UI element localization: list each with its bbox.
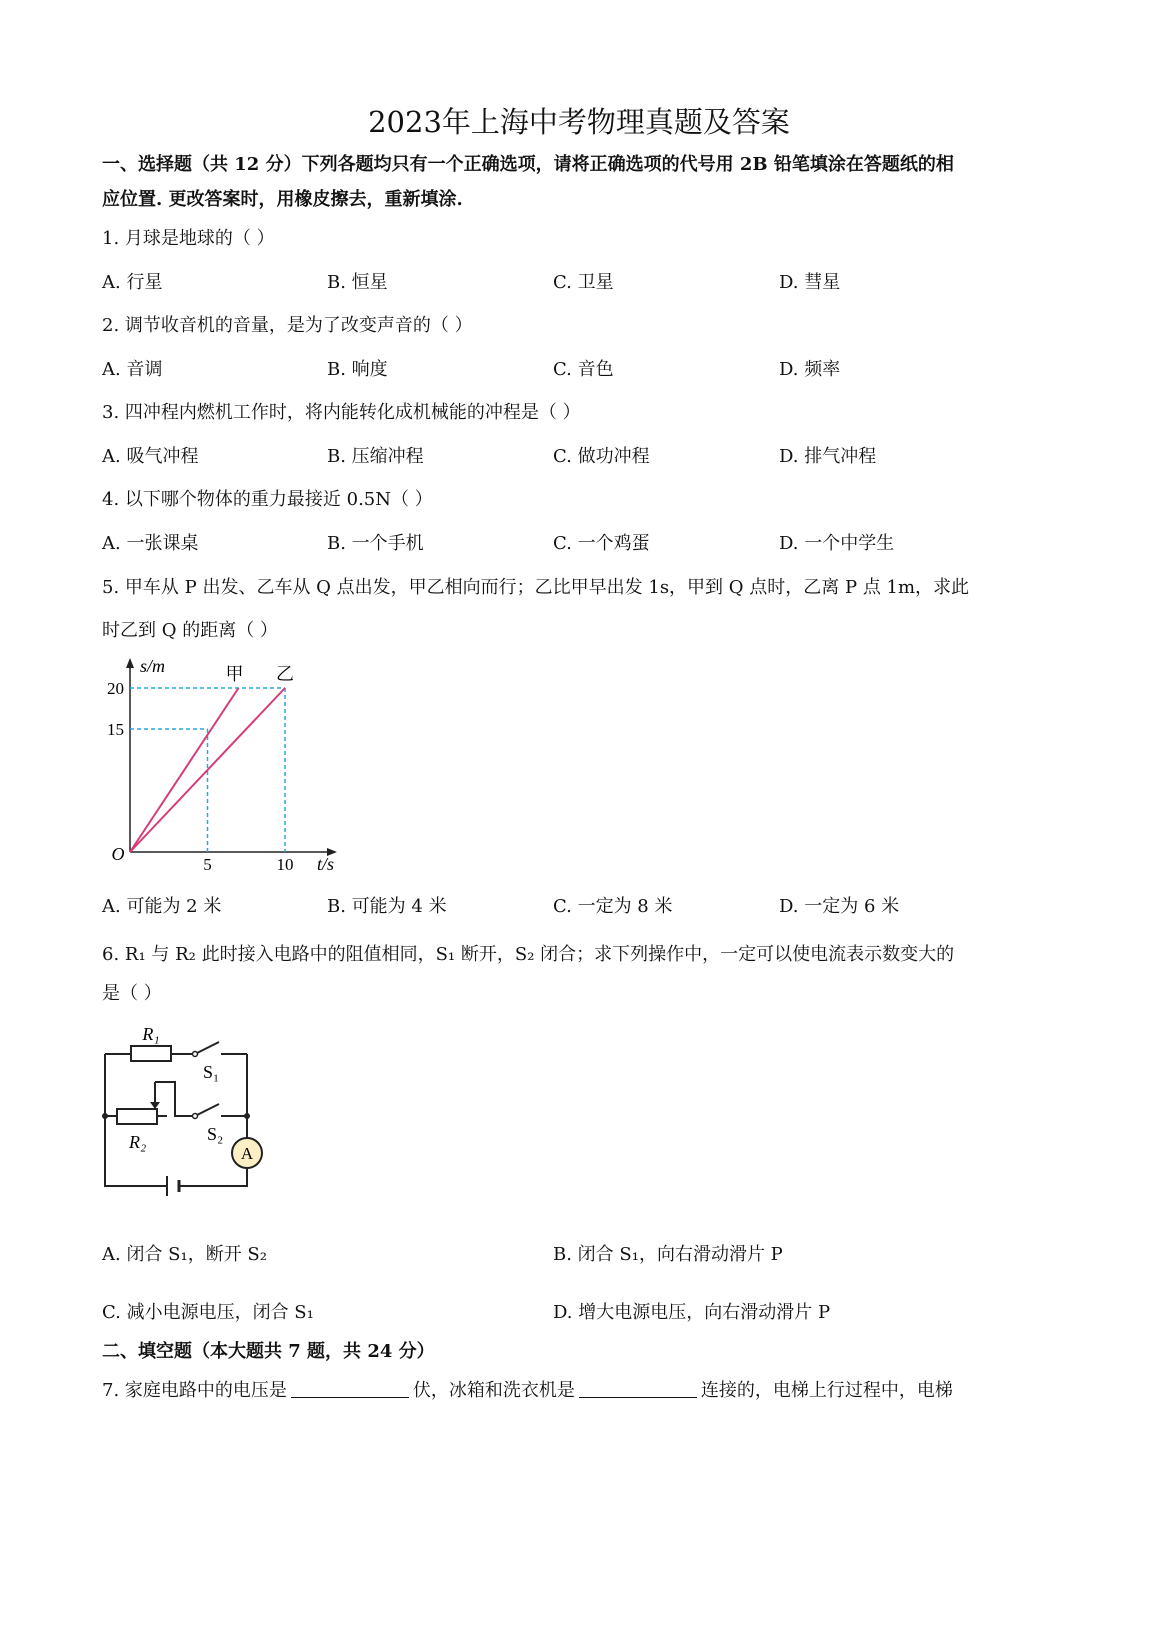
question-6-option-a: A. 闭合 S₁，断开 S₂ (102, 1244, 267, 1265)
question-7-stem (102, 1376, 953, 1402)
question-2-option-a: A. 音调 (102, 359, 163, 380)
chart-layer (107, 656, 337, 874)
resistor-r1 (131, 1046, 171, 1061)
question-3-option-d: D. 排气冲程 (779, 446, 877, 467)
y-axis-label: s/m (140, 656, 166, 676)
circuit-diagram (95, 1018, 275, 1203)
x-axis-label: t/s (317, 854, 335, 874)
question-4-option-c: C. 一个鸡蛋 (553, 533, 650, 554)
question-7-part1: 7. 家庭电路中的电压是 (102, 1380, 287, 1401)
question-5-option-c: C. 一定为 8 米 (553, 896, 673, 917)
question-6-stem-line1: 6. R₁ 与 R₂ 此时接入电路中的阻值相同，S₁ 断开，S₂ 闭合；求下列操作中，一定可以使电流表示数变大的 (102, 944, 955, 965)
section1-instruction-line1: 一、选择题（共 12 分）下列各题均只有一个正确选项，请将正确选项的代号用 2B 铅笔填涂在答题纸的相 (102, 154, 954, 175)
y-tick-15: 15 (107, 720, 124, 739)
section2-heading: 二、填空题（本大题共 7 题，共 24 分） (102, 1341, 435, 1362)
question-6-option-c: C. 减小电源电压，闭合 S₁ (102, 1302, 314, 1323)
question-5-stem-line2: 时乙到 Q 的距离（ ） (102, 620, 278, 641)
switch-s1-blade (195, 1042, 219, 1054)
question-1-option-c: C. 卫星 (553, 272, 614, 293)
question-1-option-b: B. 恒星 (327, 272, 388, 293)
question-6-option-b: B. 闭合 S₁，向右滑动滑片 P (553, 1244, 783, 1265)
junction-left (102, 1113, 108, 1119)
label-ammeter: A (240, 1144, 254, 1163)
label-s1: S₁ (203, 1062, 220, 1082)
rheostat-r2 (117, 1109, 157, 1124)
x-tick-origin: O (111, 844, 125, 864)
question-1-stem: 1. 月球是地球的（ ） (102, 228, 275, 249)
question-7-part2: 伏，冰箱和洗衣机是 (412, 1380, 575, 1401)
question-7-blank-2[interactable] (579, 1379, 697, 1398)
question-5-option-d: D. 一定为 6 米 (779, 896, 900, 917)
question-6-option-d: D. 增大电源电压，向右滑动滑片 P (553, 1302, 831, 1323)
question-2-option-c: C. 音色 (553, 359, 614, 380)
section1-instruction-line2: 应位置. 更改答案时，用橡皮擦去，重新填涂. (102, 189, 463, 210)
label-r1: R₁ (142, 1024, 160, 1044)
question-4-option-d: D. 一个中学生 (779, 533, 895, 554)
label-s2: S₂ (207, 1124, 224, 1144)
question-2-option-d: D. 频率 (779, 359, 841, 380)
switch-s1-pivot (193, 1052, 198, 1057)
question-4-option-a: A. 一张课桌 (102, 533, 199, 554)
question-5-option-b: B. 可能为 4 米 (327, 896, 447, 917)
slider-wire (155, 1082, 195, 1116)
question-6-stem-line2: 是（ ） (102, 983, 162, 1004)
question-4-option-b: B. 一个手机 (327, 533, 424, 554)
question-7-blank-1[interactable] (291, 1379, 409, 1398)
question-3-option-b: B. 压缩冲程 (327, 446, 424, 467)
wire-bottom-right (179, 1168, 247, 1186)
y-axis-arrow (126, 658, 134, 668)
x-tick-10: 10 (276, 855, 294, 874)
y-tick-20: 20 (107, 679, 124, 698)
junction-right (244, 1113, 250, 1119)
switch-s2-pivot (193, 1114, 198, 1119)
series-label-1: 乙 (276, 664, 294, 684)
question-2-option-b: B. 响度 (327, 359, 388, 380)
series-label-0: 甲 (225, 664, 244, 684)
series-line-0 (130, 688, 239, 852)
page-title: 2023年上海中考物理真题及答案 (368, 105, 790, 139)
question-3-stem: 3. 四冲程内燃机工作时，将内能转化成机械能的冲程是（ ） (102, 402, 581, 423)
st-graph (95, 652, 355, 877)
switch-s2-blade (195, 1104, 219, 1116)
question-1-option-d: D. 彗星 (779, 272, 841, 293)
question-1-option-a: A. 行星 (102, 272, 163, 293)
question-3-option-a: A. 吸气冲程 (102, 446, 199, 467)
question-7-part3: 连接的，电梯上行过程中，电梯 (700, 1380, 953, 1401)
question-2-stem: 2. 调节收音机的音量，是为了改变声音的（ ） (102, 315, 473, 336)
question-5-option-a: A. 可能为 2 米 (102, 896, 222, 917)
question-3-option-c: C. 做功冲程 (553, 446, 650, 467)
label-r2: R₂ (129, 1132, 147, 1152)
slider-arrow-head (150, 1102, 160, 1109)
x-tick-5: 5 (203, 855, 212, 874)
question-4-stem: 4. 以下哪个物体的重力最接近 0.5N（ ） (102, 489, 433, 510)
question-5-stem-line1: 5. 甲车从 P 出发、乙车从 Q 点出发，甲乙相向而行；乙比甲早出发 1s，甲到 Q 点时，乙离 P 点 1m，求此 (102, 577, 970, 598)
